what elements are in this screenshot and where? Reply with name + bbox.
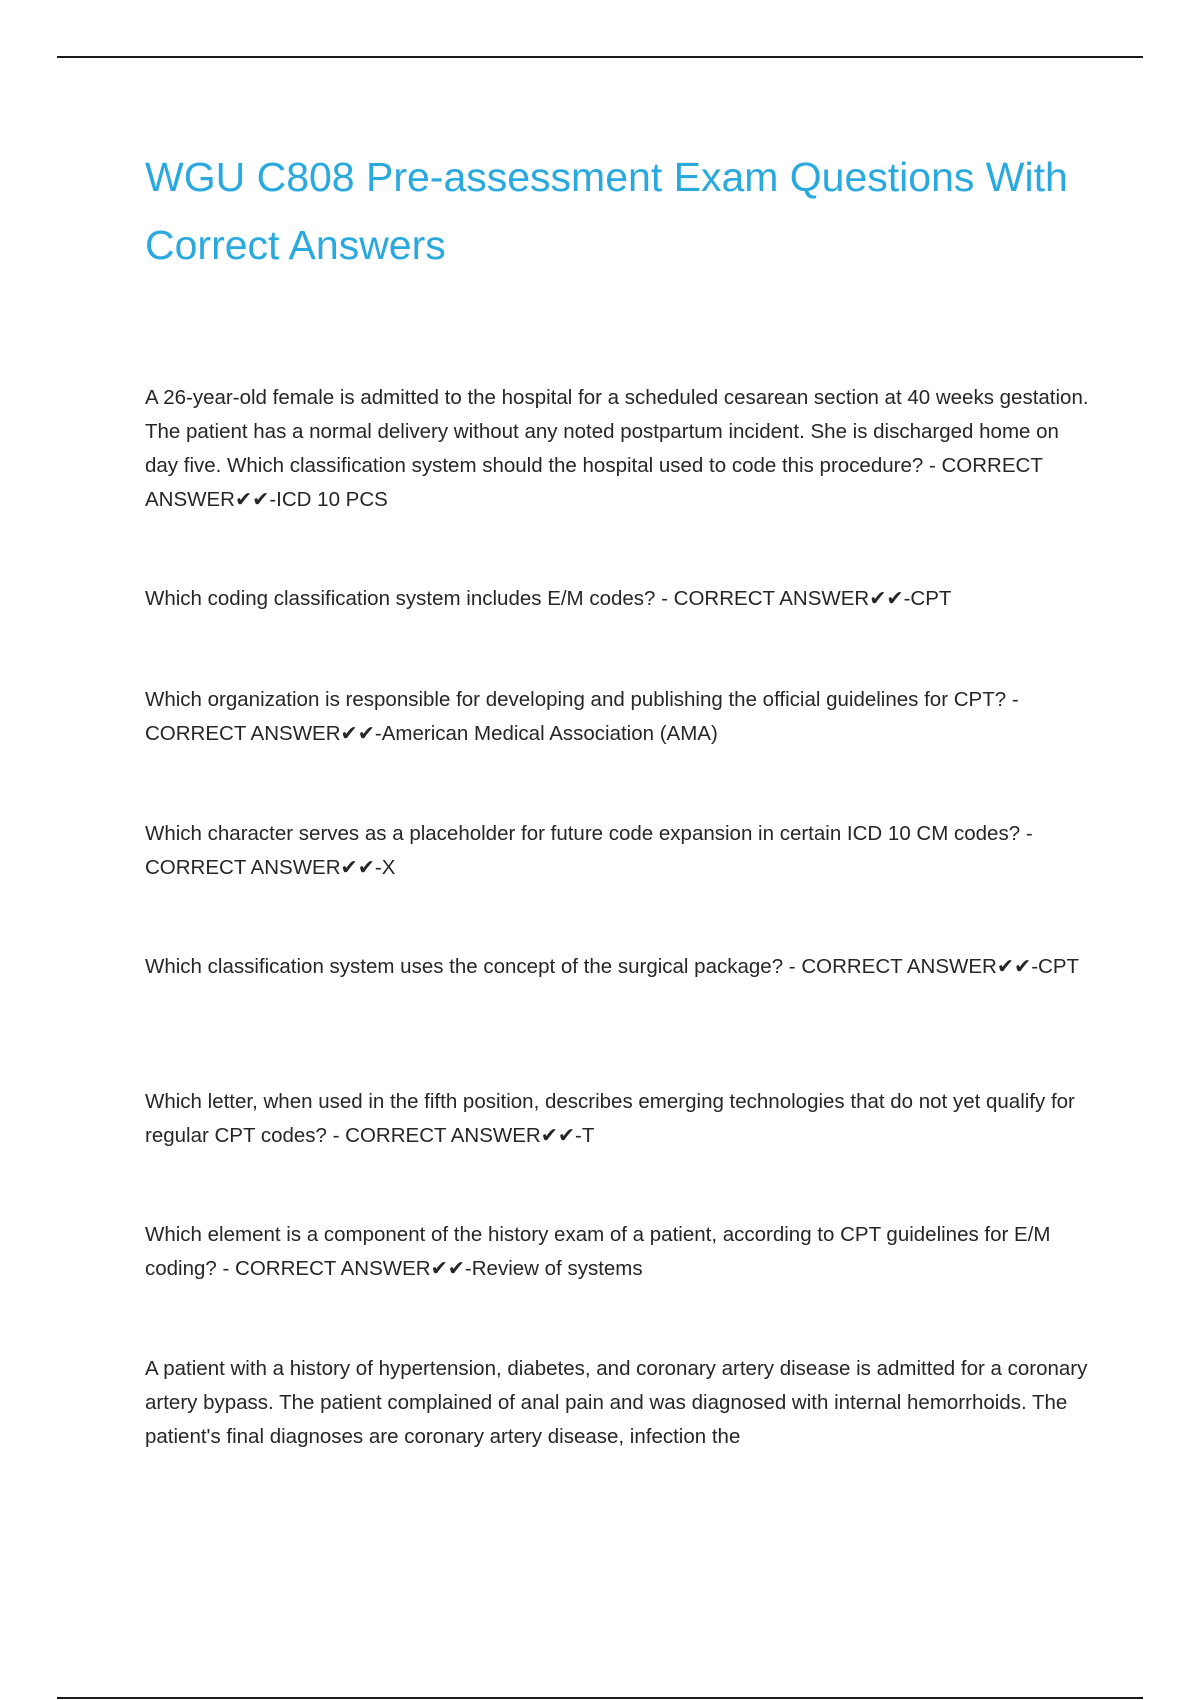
answer-text: CPT	[1038, 955, 1080, 978]
question-text: Which character serves as a placeholder for future code expansion in certain ICD 10 CM codes?	[145, 822, 1021, 845]
qa-item-8	[145, 1352, 1090, 1454]
qa-item-1	[145, 381, 1090, 517]
document-title: WGU C808 Pre-assessment Exam Questions With Correct Answers	[145, 154, 1068, 268]
answer-marker: - CORRECT ANSWER✔✔-	[145, 688, 1019, 745]
question-text: Which element is a component of the history exam of a patient, according to CPT guidelines for E/M coding?	[145, 1223, 1051, 1280]
answer-text: CPT	[910, 587, 952, 610]
question-text: Which organization is responsible for developing and publishing the official guidelines for CPT?	[145, 688, 1007, 711]
answer-text: ICD 10 PCS	[276, 488, 388, 511]
question-text: A 26-year-old female is admitted to the hospital for a scheduled cesarean section at 40 weeks gestation. The patient has a normal delivery without any noted postpartum incident. She is discharged home on day five. Which classification system should the hospital used to code this procedure?	[145, 386, 1089, 477]
qa-item-5	[145, 950, 1090, 984]
answer-text: Review of systems	[471, 1257, 643, 1280]
answer-marker: - CORRECT ANSWER✔✔-	[332, 1124, 582, 1147]
answer-marker: - CORRECT ANSWER✔✔-	[222, 1257, 472, 1280]
qa-item-6	[145, 1085, 1090, 1153]
qa-item-3	[145, 683, 1090, 751]
answer-text: T	[581, 1124, 595, 1147]
answer-marker: - CORRECT ANSWER✔✔-	[145, 454, 1043, 511]
qa-item-2	[145, 582, 1090, 616]
question-text: Which letter, when used in the fifth position, describes emerging technologies that do not yet qualify for regular CPT codes?	[145, 1090, 1075, 1147]
footer-rule	[57, 1697, 1143, 1699]
answer-text: American Medical Association (AMA)	[381, 722, 718, 745]
answer-marker: - CORRECT ANSWER✔✔-	[661, 587, 911, 610]
header-rule	[57, 56, 1143, 58]
answer-marker: - CORRECT ANSWER✔✔-	[145, 822, 1033, 879]
answer-text: X	[381, 856, 396, 879]
qa-item-4	[145, 817, 1090, 885]
question-text: A patient with a history of hypertension, diabetes, and coronary artery disease is admitted for a coronary artery bypass. The patient complained of anal pain and was diagnosed with internal hemorrhoids. The patient's final diagnoses are coronary artery disease, infection the	[145, 1357, 1088, 1448]
qa-item-7	[145, 1218, 1090, 1286]
answer-marker: - CORRECT ANSWER✔✔-	[788, 955, 1039, 978]
question-text: Which classification system uses the concept of the surgical package?	[145, 955, 784, 978]
question-text: Which coding classification system includes E/M codes?	[145, 587, 656, 610]
